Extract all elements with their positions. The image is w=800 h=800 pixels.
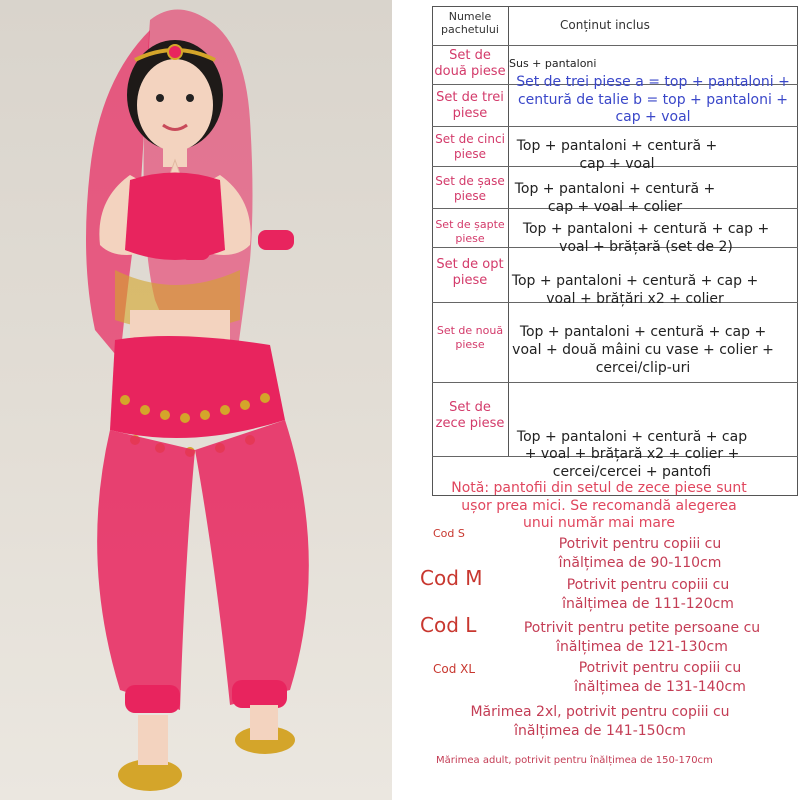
size-desc-s: Potrivit pentru copiii cu înălțimea de 90-110cm xyxy=(558,536,722,571)
package-content: Top + pantaloni + centură + cap + voal xyxy=(516,138,718,173)
size-code-xl: Cod XL xyxy=(433,662,476,676)
table-divider xyxy=(508,6,509,456)
row-divider xyxy=(432,382,798,383)
shoe-size-note: Notă: pantofii din setul de zece piese sunt ușor prea mici. Se recomandă alegerea unui număr mai mare xyxy=(451,480,747,531)
size-code-m: Cod M xyxy=(420,566,483,590)
package-name: Set de șapte piese xyxy=(435,218,505,245)
product-photo xyxy=(0,0,392,800)
package-name: Set de șase piese xyxy=(435,174,505,203)
size-desc-adult: Mărimea adult, potrivit pentru înălțimea de 150-170cm xyxy=(436,755,713,766)
costume-illustration xyxy=(0,0,392,800)
size-desc-l: Potrivit pentru petite persoane cu înălțimea de 121-130cm xyxy=(523,620,761,655)
package-content: Set de trei piese a = top + pantaloni + centură de talie b = top + pantaloni + cap + voal xyxy=(516,74,790,125)
header-content: Conținut inclus xyxy=(560,18,650,32)
package-content: Top + pantaloni + centură + cap + voal + brățară (set de 2) xyxy=(522,221,770,256)
package-name: Set de zece piese xyxy=(435,400,505,432)
size-desc-2xl: Mărimea 2xl, potrivit pentru copiii cu înălțimea de 141-150cm xyxy=(470,704,730,739)
header-package-name: Numele pachetului xyxy=(441,10,499,37)
package-content: Top + pantaloni + centură + cap + voal + brățară x2 + colier + cercei/cercei + pantofi xyxy=(516,429,748,480)
package-content: Top + pantaloni + centură + cap + voal + colier xyxy=(514,181,716,216)
package-content: Top + pantaloni + centură + cap + voal + două mâini cu vase + colier + cercei/clip-uri xyxy=(512,324,774,377)
package-name: Set de trei piese xyxy=(436,90,504,122)
package-name: Set de nouă piese xyxy=(436,324,504,351)
package-content: Top + pantaloni + centură + cap + voal + brățări x2 + colier xyxy=(511,273,759,308)
size-code-l: Cod L xyxy=(420,613,477,637)
row-divider xyxy=(432,45,798,46)
package-name: Set de opt piese xyxy=(436,257,504,289)
package-name: Set de două piese xyxy=(434,48,506,80)
package-content: Sus + pantaloni xyxy=(509,57,597,70)
package-name: Set de cinci piese xyxy=(435,132,505,161)
size-desc-xl: Potrivit pentru copiii cu înălțimea de 131-140cm xyxy=(574,660,746,695)
size-desc-m: Potrivit pentru copiii cu înălțimea de 111-120cm xyxy=(562,577,734,612)
size-code-s: Cod S xyxy=(433,527,465,540)
